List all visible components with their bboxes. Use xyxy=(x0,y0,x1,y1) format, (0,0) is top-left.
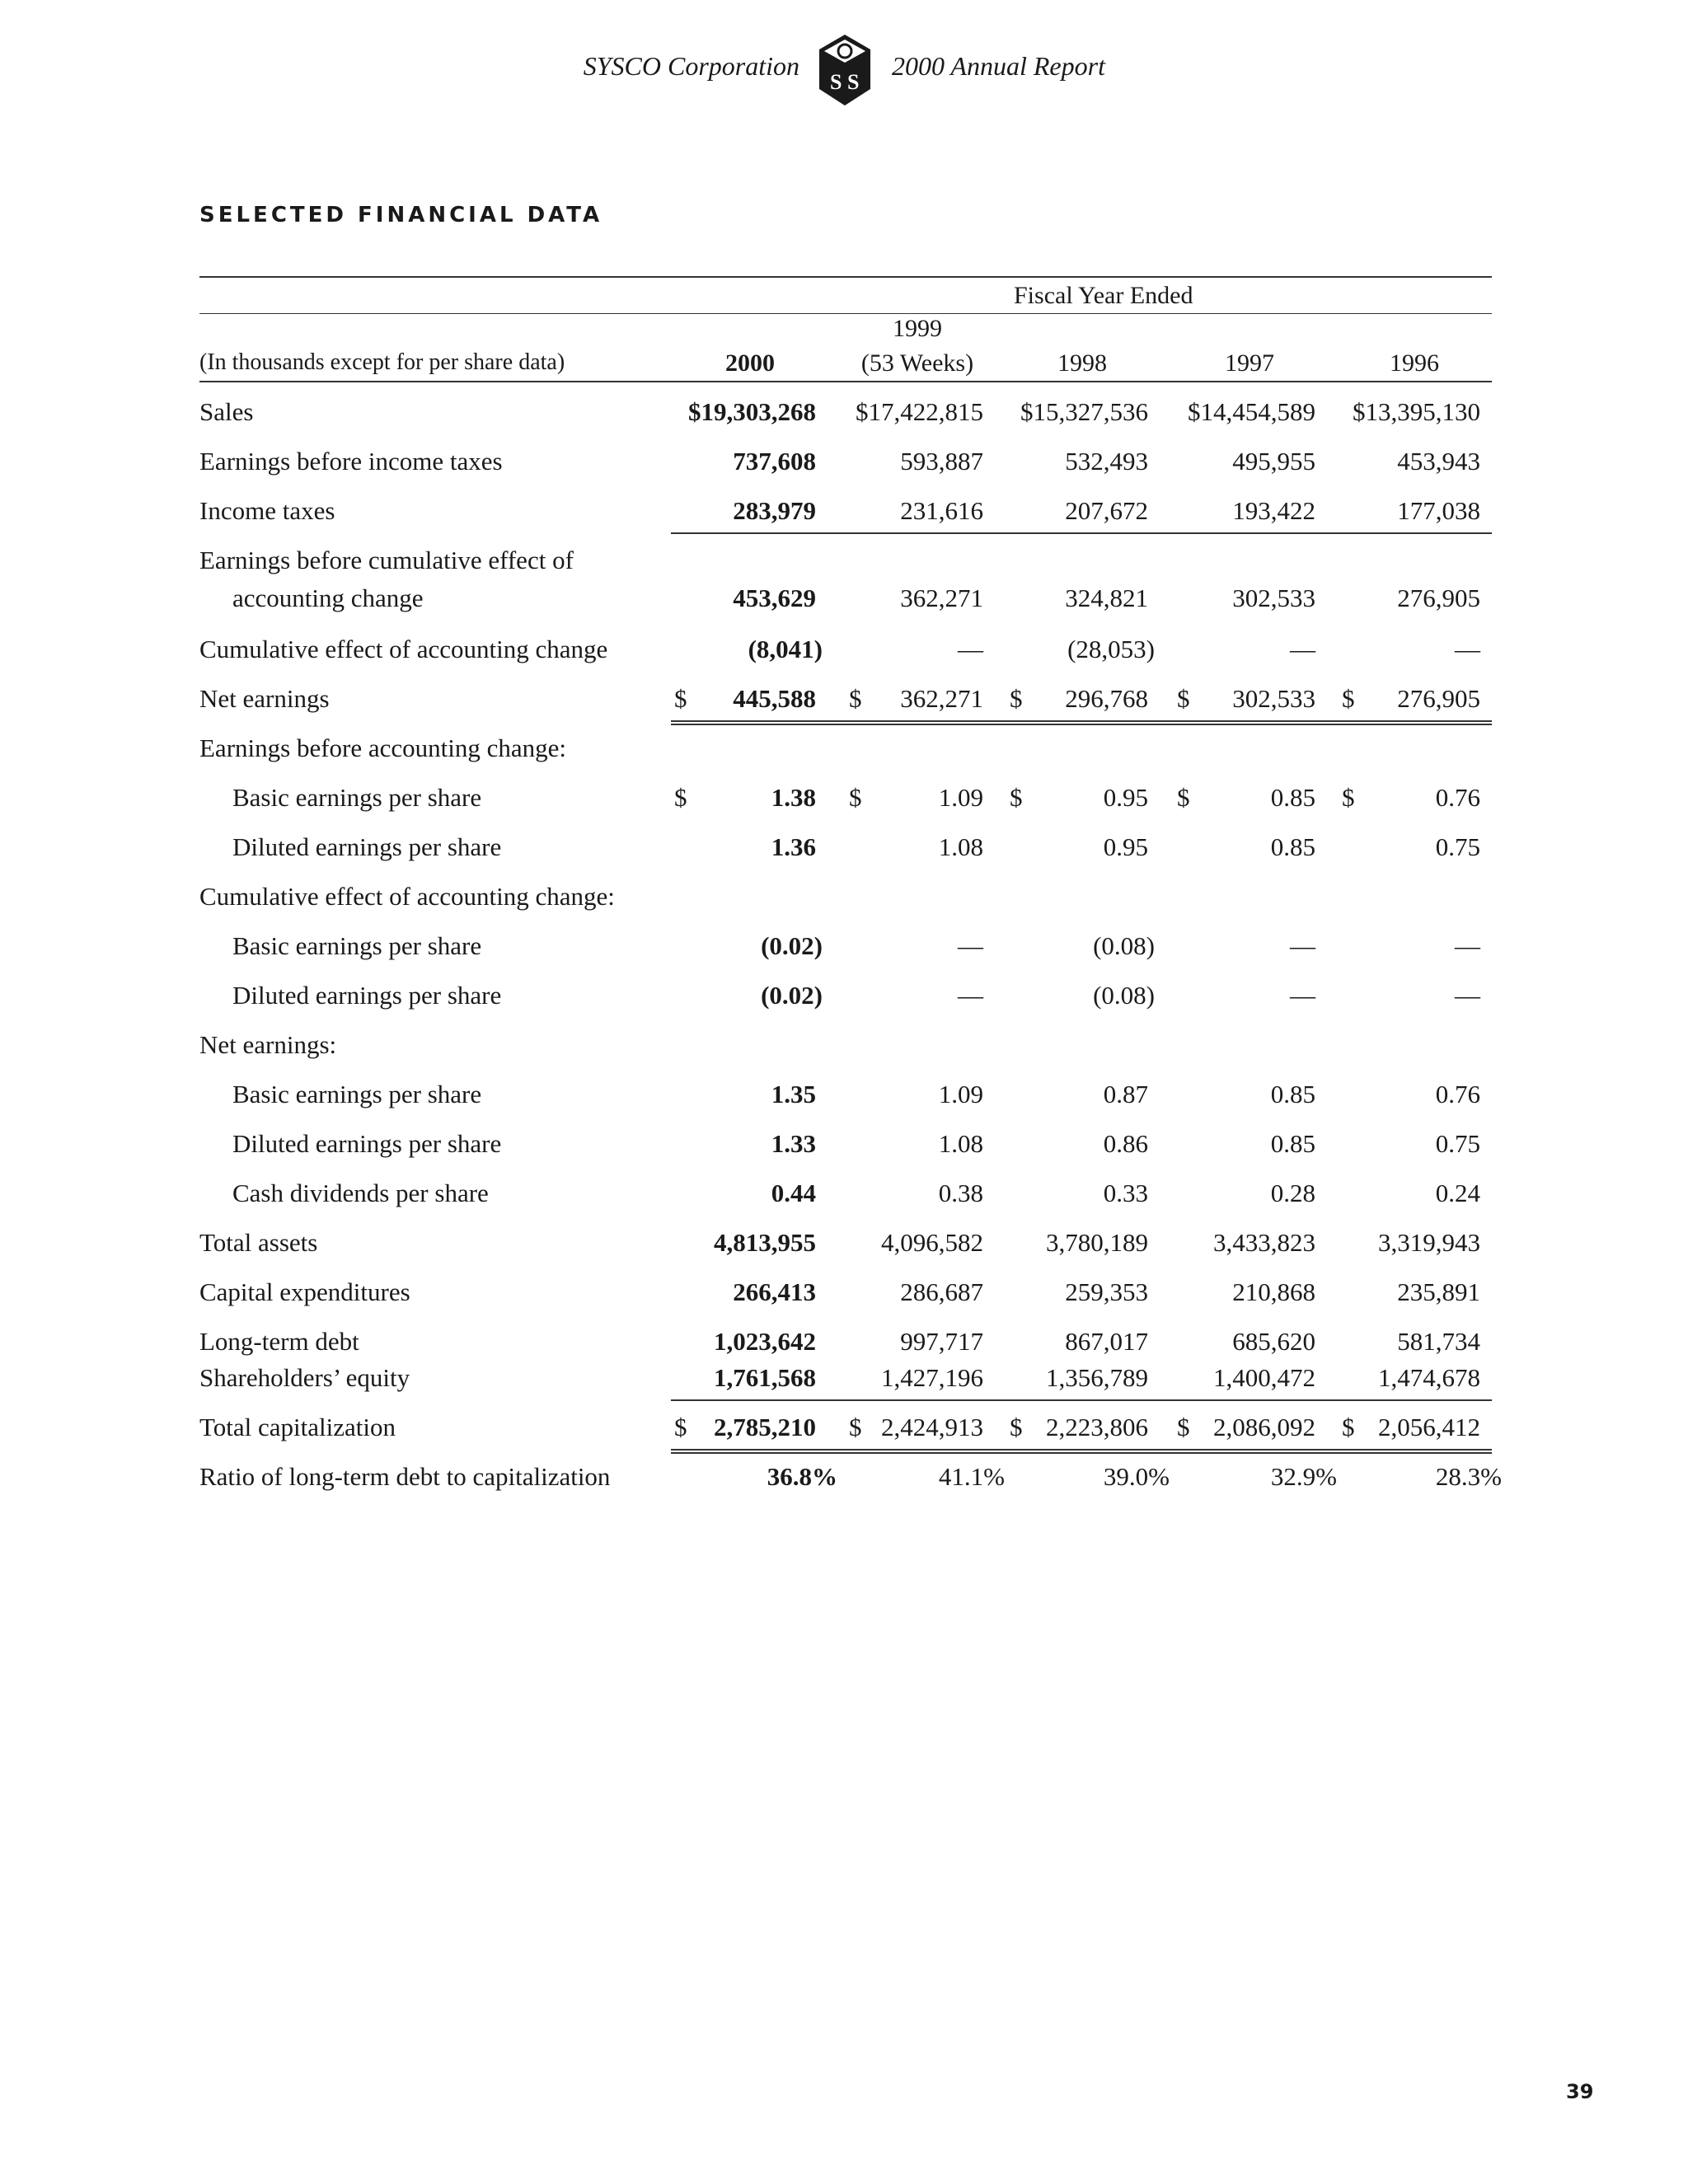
cell-value: 1.09 xyxy=(938,783,983,812)
header-bottom-rule xyxy=(199,381,1492,382)
cell-value: 0.95 xyxy=(1103,832,1148,861)
cell-value: — xyxy=(958,635,983,663)
column-year-1997: 1997 xyxy=(1225,349,1274,377)
cell-value: (8,041) xyxy=(748,635,823,663)
cell-value: 1,761,568 xyxy=(714,1363,816,1392)
cell-value: 0.85 xyxy=(1270,1080,1315,1108)
row-label: Earnings before accounting change: xyxy=(199,733,567,762)
currency-sign: $ xyxy=(1010,1413,1023,1441)
currency-sign: $ xyxy=(1177,1413,1190,1441)
currency-sign: $ xyxy=(1177,684,1190,713)
cell-value: 453,629 xyxy=(733,583,816,612)
row-label: Diluted earnings per share xyxy=(232,1129,502,1158)
cell-value: 193,422 xyxy=(1232,496,1315,525)
column-year-1999: 1999 xyxy=(893,315,942,342)
cell-value: 276,905 xyxy=(1397,583,1480,612)
cell-value: 4,096,582 xyxy=(881,1228,983,1257)
cell-value: — xyxy=(1455,635,1480,663)
cell-value: 1,356,789 xyxy=(1046,1363,1148,1392)
cell-value: 0.95 xyxy=(1103,783,1148,812)
cell-value: 1,427,196 xyxy=(881,1363,983,1392)
cell-value: — xyxy=(958,931,983,960)
row-label: Earnings before income taxes xyxy=(199,447,503,476)
row-label: Ratio of long-term debt to capitalization xyxy=(199,1462,611,1491)
cell-value: 1.08 xyxy=(938,1129,983,1158)
cell-value: 0.38 xyxy=(938,1179,983,1207)
row-label: Net earnings: xyxy=(199,1030,337,1059)
cell-value: 28.3% xyxy=(1435,1462,1502,1491)
cell-value: 867,017 xyxy=(1065,1327,1148,1356)
cell-value: 2,785,210 xyxy=(714,1413,816,1441)
currency-sign: $ xyxy=(1010,783,1023,812)
row-label: Cumulative effect of accounting change xyxy=(199,635,608,663)
cell-value: 1.08 xyxy=(938,832,983,861)
cell-value: 231,616 xyxy=(900,496,983,525)
cell-value: 0.85 xyxy=(1270,783,1315,812)
cell-value: 1.33 xyxy=(771,1129,816,1158)
underline xyxy=(671,1399,1492,1401)
cell-value: — xyxy=(1290,931,1315,960)
cell-value: 3,780,189 xyxy=(1046,1228,1148,1257)
cell-value: 210,868 xyxy=(1232,1277,1315,1306)
cell-value: 1,474,678 xyxy=(1378,1363,1480,1392)
cell-value: 0.85 xyxy=(1270,832,1315,861)
row-label: Shareholders’ equity xyxy=(199,1363,410,1392)
double-underline xyxy=(671,720,1492,725)
currency-sign: $ xyxy=(1342,783,1355,812)
cell-value: 581,734 xyxy=(1397,1327,1480,1356)
underline xyxy=(671,532,1492,534)
cell-value: 32.9% xyxy=(1270,1462,1337,1491)
cell-value: 207,672 xyxy=(1065,496,1148,525)
cell-value: 362,271 xyxy=(900,684,983,713)
cell-value: $17,422,815 xyxy=(856,397,983,426)
cell-value: 445,588 xyxy=(733,684,816,713)
cell-value: — xyxy=(1455,931,1480,960)
cell-value: 0.33 xyxy=(1103,1179,1148,1207)
cell-value: 453,943 xyxy=(1397,447,1480,476)
cell-value: 286,687 xyxy=(900,1277,983,1306)
cell-value: 324,821 xyxy=(1065,583,1148,612)
sysco-logo-icon xyxy=(816,33,874,107)
currency-sign: $ xyxy=(674,783,687,812)
cell-value: $19,303,268 xyxy=(688,397,816,426)
cell-value: 177,038 xyxy=(1397,496,1480,525)
cell-value: — xyxy=(1455,981,1480,1010)
cell-value: — xyxy=(1290,981,1315,1010)
cell-value: 235,891 xyxy=(1397,1277,1480,1306)
currency-sign: $ xyxy=(1010,684,1023,713)
cell-value: 0.85 xyxy=(1270,1129,1315,1158)
cell-value: (28,053) xyxy=(1067,635,1155,663)
units-label: (In thousands except for per share data) xyxy=(199,349,565,375)
cell-value: 0.86 xyxy=(1103,1129,1148,1158)
cell-value: 41.1% xyxy=(938,1462,1005,1491)
cell-value: 259,353 xyxy=(1065,1277,1148,1306)
cell-value: $13,395,130 xyxy=(1353,397,1480,426)
cell-value: 1.38 xyxy=(771,783,816,812)
group-header: Fiscal Year Ended xyxy=(1014,282,1193,309)
section-title: SELECTED FINANCIAL DATA xyxy=(199,203,603,227)
page-number: 39 xyxy=(1566,2080,1594,2103)
cell-value: 0.24 xyxy=(1435,1179,1480,1207)
cell-value: 0.75 xyxy=(1435,832,1480,861)
currency-sign: $ xyxy=(849,684,862,713)
row-label: Total assets xyxy=(199,1228,318,1257)
cell-value: 0.44 xyxy=(771,1179,816,1207)
cell-value: 2,086,092 xyxy=(1213,1413,1315,1441)
report-name: 2000 Annual Report xyxy=(892,51,1105,81)
column-year-1998: 1998 xyxy=(1057,349,1107,377)
top-rule xyxy=(199,276,1492,278)
svg-text:S: S xyxy=(830,70,842,94)
cell-value: (0.02) xyxy=(761,981,823,1010)
company-name: SYSCO Corporation xyxy=(583,51,799,81)
double-underline xyxy=(671,1449,1492,1454)
cell-value: 1.36 xyxy=(771,832,816,861)
cell-value: 593,887 xyxy=(900,447,983,476)
row-label: Basic earnings per share xyxy=(232,931,482,960)
cell-value: 0.76 xyxy=(1435,783,1480,812)
column-note-1999: (53 Weeks) xyxy=(860,349,974,377)
currency-sign: $ xyxy=(849,1413,862,1441)
cell-value: 1,023,642 xyxy=(714,1327,816,1356)
row-label: Basic earnings per share xyxy=(232,1080,482,1108)
currency-sign: $ xyxy=(1342,1413,1355,1441)
cell-value: $15,327,536 xyxy=(1020,397,1148,426)
cell-value: 39.0% xyxy=(1103,1462,1170,1491)
cell-value: 362,271 xyxy=(900,583,983,612)
cell-value: 1,400,472 xyxy=(1213,1363,1315,1392)
currency-sign: $ xyxy=(674,1413,687,1441)
cell-value: — xyxy=(958,981,983,1010)
cell-value: 2,424,913 xyxy=(881,1413,983,1441)
cell-value: 302,533 xyxy=(1232,583,1315,612)
row-label: Income taxes xyxy=(199,496,335,525)
cell-value: 2,223,806 xyxy=(1046,1413,1148,1441)
row-label: Cumulative effect of accounting change: xyxy=(199,882,615,911)
column-year-2000: 2000 xyxy=(725,349,775,377)
row-label: Capital expenditures xyxy=(199,1277,410,1306)
currency-sign: $ xyxy=(849,783,862,812)
column-year-1996: 1996 xyxy=(1390,349,1439,377)
cell-value: 2,056,412 xyxy=(1378,1413,1480,1441)
row-label: Earnings before cumulative effect of xyxy=(199,546,574,574)
cell-value: 276,905 xyxy=(1397,684,1480,713)
cell-value: 0.87 xyxy=(1103,1080,1148,1108)
cell-value: — xyxy=(1290,635,1315,663)
cell-value: (0.02) xyxy=(761,931,823,960)
currency-sign: $ xyxy=(1177,783,1190,812)
row-label: Long-term debt xyxy=(199,1327,359,1356)
cell-value: (0.08) xyxy=(1093,931,1155,960)
currency-sign: $ xyxy=(1342,684,1355,713)
cell-value: $14,454,589 xyxy=(1188,397,1315,426)
row-label: Basic earnings per share xyxy=(232,783,482,812)
cell-value: 3,319,943 xyxy=(1378,1228,1480,1257)
page-header xyxy=(0,33,1688,115)
cell-value: 266,413 xyxy=(733,1277,816,1306)
cell-value: 495,955 xyxy=(1232,447,1315,476)
cell-value: 296,768 xyxy=(1065,684,1148,713)
cell-value: (0.08) xyxy=(1093,981,1155,1010)
row-label: Diluted earnings per share xyxy=(232,832,502,861)
cell-value: 36.8% xyxy=(767,1462,837,1491)
cell-value: 302,533 xyxy=(1232,684,1315,713)
currency-sign: $ xyxy=(674,684,687,713)
cell-value: 0.28 xyxy=(1270,1179,1315,1207)
row-label: Cash dividends per share xyxy=(232,1179,489,1207)
row-label: Total capitalization xyxy=(199,1413,396,1441)
cell-value: 1.35 xyxy=(771,1080,816,1108)
cell-value: 685,620 xyxy=(1232,1327,1315,1356)
cell-value: 283,979 xyxy=(733,496,816,525)
cell-value: 532,493 xyxy=(1065,447,1148,476)
cell-value: 0.76 xyxy=(1435,1080,1480,1108)
cell-value: 0.75 xyxy=(1435,1129,1480,1158)
row-label-continued: accounting change xyxy=(232,583,424,612)
header-rule xyxy=(199,313,1492,314)
row-label: Sales xyxy=(199,397,254,426)
row-label: Diluted earnings per share xyxy=(232,981,502,1010)
cell-value: 997,717 xyxy=(900,1327,983,1356)
cell-value: 1.09 xyxy=(938,1080,983,1108)
cell-value: 3,433,823 xyxy=(1213,1228,1315,1257)
cell-value: 737,608 xyxy=(733,447,816,476)
cell-value: 4,813,955 xyxy=(714,1228,816,1257)
svg-text:S: S xyxy=(847,70,860,94)
row-label: Net earnings xyxy=(199,684,330,713)
